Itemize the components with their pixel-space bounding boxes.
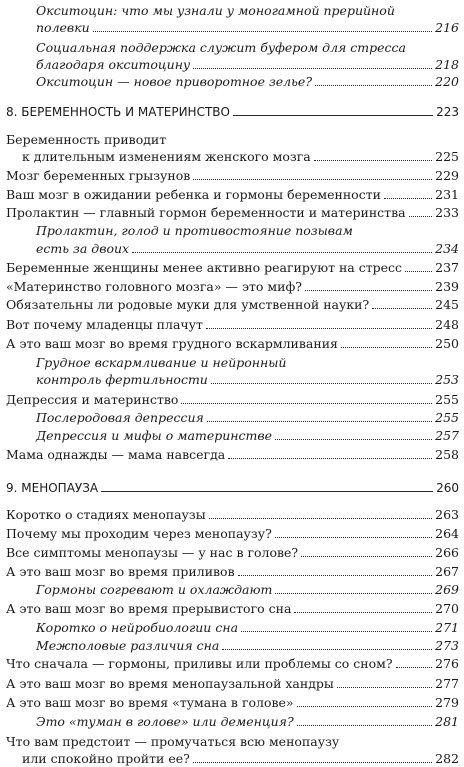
toc-entry-title: Социальная поддержка служит буфером для стресса <box>36 40 406 55</box>
dot-leader <box>294 612 432 613</box>
chapter-heading <box>0 105 464 120</box>
toc-entry <box>0 545 464 560</box>
toc-entry-title: Вот почему младенцы плачут <box>6 317 203 332</box>
toc-entry-page: 260 <box>436 481 459 495</box>
toc-entry-page: 269 <box>435 582 459 597</box>
toc-entry <box>0 582 464 597</box>
toc-entry-title: Послеродовая депрессия <box>36 410 204 425</box>
toc-entry-page: 264 <box>435 526 459 541</box>
toc-entry-page: 237 <box>435 260 459 275</box>
toc-entry-title: Коротко о нейробиологии сна <box>36 620 239 635</box>
toc-entry-title: Гормоны согревают и охлаждают <box>36 582 273 597</box>
toc-entry-title: Мама однажды — мама навсегда <box>6 447 226 462</box>
toc-entry-title: Межполовые различия сна <box>36 638 220 653</box>
toc-entry <box>0 20 464 35</box>
toc-entry-title: контроль фертильности <box>36 372 208 387</box>
toc-entry-page: 223 <box>436 105 459 119</box>
toc-entry <box>0 205 464 220</box>
toc-entry-title: «Материнство головного мозга» — это миф? <box>6 279 302 294</box>
toc-entry-title: Депрессия и материнство <box>6 392 179 407</box>
toc-entry-title: Мозг беременных грызунов <box>6 168 191 183</box>
toc-entry-title: к длительным изменениям женского мозга <box>22 149 311 164</box>
dot-leader <box>409 216 432 217</box>
toc-entry-page: 271 <box>435 620 459 635</box>
toc-entry-page: 253 <box>435 372 459 387</box>
toc-entry-title: полевки <box>36 20 90 35</box>
dot-leader <box>275 439 432 440</box>
toc-entry <box>0 317 464 332</box>
toc-entry <box>0 447 464 462</box>
dot-leader <box>241 631 432 632</box>
dot-leader <box>238 575 432 576</box>
dot-leader <box>101 491 433 492</box>
toc-entry <box>0 355 464 370</box>
dot-leader <box>384 198 432 199</box>
toc-entry-page: 277 <box>435 676 459 691</box>
dot-leader <box>222 649 432 650</box>
dot-leader <box>301 556 432 557</box>
dot-leader <box>193 179 432 180</box>
toc-entry-page: 255 <box>435 392 459 407</box>
toc-entry <box>0 168 464 183</box>
toc-entry <box>0 751 464 766</box>
toc-entry <box>0 57 464 72</box>
dot-leader <box>93 31 432 32</box>
dot-leader <box>193 68 432 69</box>
toc-entry-page: 267 <box>435 564 459 579</box>
toc-entry-page: 255 <box>435 410 459 425</box>
toc-entry <box>0 676 464 691</box>
toc-entry-title: А это ваш мозг во время «тумана в голове» <box>6 695 294 710</box>
toc-entry-title: Беременность приводит <box>6 132 167 147</box>
toc-entry-title: А это ваш мозг во время прерывистого сна <box>6 601 292 616</box>
toc-entry <box>0 695 464 710</box>
toc-entry-page: 281 <box>435 714 459 729</box>
dot-leader <box>211 383 432 384</box>
toc-entry-title: Депрессия и мифы о материнстве <box>36 428 273 443</box>
dot-leader <box>405 271 432 272</box>
dot-leader <box>305 290 432 291</box>
toc-entry-title: Все симптомы менопаузы — у нас в голове? <box>6 545 299 560</box>
toc-entry <box>0 241 464 256</box>
toc-entry-page: 266 <box>435 545 459 560</box>
dot-leader <box>341 347 432 348</box>
toc-entry-title: Обязательны ли родовые муки для умственной науки? <box>6 297 370 312</box>
toc-entry-title: Что сначала — гормоны, приливы или проблемы со сном? <box>6 656 393 671</box>
dot-leader <box>193 762 432 763</box>
toc-entry-page: 234 <box>435 241 459 256</box>
toc-entry-title: или спокойно пройти ее? <box>22 751 190 766</box>
toc-entry-title: Что вам предстоит — промучаться всю менопаузу <box>6 734 340 749</box>
chapter-heading <box>0 481 464 496</box>
toc-entry <box>0 336 464 351</box>
toc-entry-page: 263 <box>435 507 459 522</box>
toc-entry-page: 233 <box>435 205 459 220</box>
toc-entry-page: 248 <box>435 317 459 332</box>
toc-entry-title: 9. МЕНОПАУЗА <box>6 481 99 495</box>
toc-entry-page: 231 <box>435 187 459 202</box>
toc-entry-title: А это ваш мозг во время менопаузальной хандры <box>6 676 334 691</box>
dot-leader <box>206 328 432 329</box>
toc-entry-page: 270 <box>435 601 459 616</box>
toc-entry <box>0 638 464 653</box>
toc-entry-title: благодаря окситоцину <box>36 57 191 72</box>
toc-entry-title: А это ваш мозг во время приливов <box>6 564 235 579</box>
dot-leader <box>314 160 432 161</box>
dot-leader <box>297 706 432 707</box>
toc-entry-title: Почему мы проходим через менопаузу? <box>6 526 272 541</box>
toc-entry-title: Окситоцин: что мы узнали у моногамной прерийной <box>36 3 395 18</box>
toc-entry-title: Коротко о стадиях менопаузы <box>6 507 206 522</box>
dot-leader <box>228 458 432 459</box>
toc-entry <box>0 260 464 275</box>
dot-leader <box>275 537 432 538</box>
toc-entry-title: Пролактин, голод и противостояние позывам <box>36 223 353 238</box>
toc-entry <box>0 223 464 238</box>
toc-entry <box>0 428 464 443</box>
dot-leader <box>297 725 432 726</box>
toc-entry-title: есть за двоих <box>36 241 130 256</box>
toc-entry <box>0 714 464 729</box>
dot-leader <box>132 252 432 253</box>
toc-entry <box>0 601 464 616</box>
toc-entry <box>0 149 464 164</box>
toc-entry-page: 250 <box>435 336 459 351</box>
toc-entry <box>0 297 464 312</box>
toc-entry-page: 245 <box>435 297 459 312</box>
toc-entry-title: Пролактин — главный гормон беременности и материнства <box>6 205 406 220</box>
toc-entry <box>0 410 464 425</box>
toc-entry-page: 229 <box>435 168 459 183</box>
toc-entry-page: 273 <box>435 638 459 653</box>
toc-entry-page: 239 <box>435 279 459 294</box>
toc-entry <box>0 132 464 147</box>
toc-entry-title: Ваш мозг в ожидании ребенка и гормоны беременности <box>6 187 381 202</box>
toc-entry-page: 258 <box>435 447 459 462</box>
toc-entry-page: 218 <box>435 57 459 72</box>
toc-entry-page: 276 <box>435 656 459 671</box>
toc-entry-page: 279 <box>435 695 459 710</box>
dot-leader <box>275 593 432 594</box>
toc-entry-title: Беременные женщины менее активно реагируют на стресс <box>6 260 403 275</box>
dot-leader <box>396 667 432 668</box>
toc-entry-page: 216 <box>435 20 459 35</box>
toc-entry <box>0 372 464 387</box>
toc-entry <box>0 620 464 635</box>
toc-entry <box>0 187 464 202</box>
toc-entry-page: 225 <box>435 149 459 164</box>
toc-entry <box>0 40 464 55</box>
toc-entry <box>0 507 464 522</box>
toc-entry <box>0 392 464 407</box>
toc-entry <box>0 3 464 18</box>
toc-entry-title: Окситоцин — новое приворотное зелье? <box>36 74 313 89</box>
toc-entry <box>0 74 464 89</box>
toc-entry <box>0 564 464 579</box>
toc-entry-page: 282 <box>435 751 459 766</box>
dot-leader <box>233 115 433 116</box>
toc-entry-title: Грудное вскармливание и нейронный <box>36 355 287 370</box>
dot-leader <box>337 687 432 688</box>
dot-leader <box>315 85 432 86</box>
toc-entry-title: А это ваш мозг во время грудного вскармливания <box>6 336 338 351</box>
toc-entry-title: Это «туман в голове» или деменция? <box>36 714 294 729</box>
dot-leader <box>207 421 432 422</box>
toc-entry <box>0 526 464 541</box>
dot-leader <box>181 403 432 404</box>
toc-entry <box>0 734 464 749</box>
dot-leader <box>372 308 432 309</box>
toc-entry-page: 220 <box>435 74 459 89</box>
toc-entry-page: 257 <box>435 428 459 443</box>
toc-entry <box>0 656 464 671</box>
toc-entry-title: 8. БЕРЕМЕННОСТЬ И МАТЕРИНСТВО <box>6 105 230 119</box>
dot-leader <box>209 518 432 519</box>
toc-entry <box>0 279 464 294</box>
